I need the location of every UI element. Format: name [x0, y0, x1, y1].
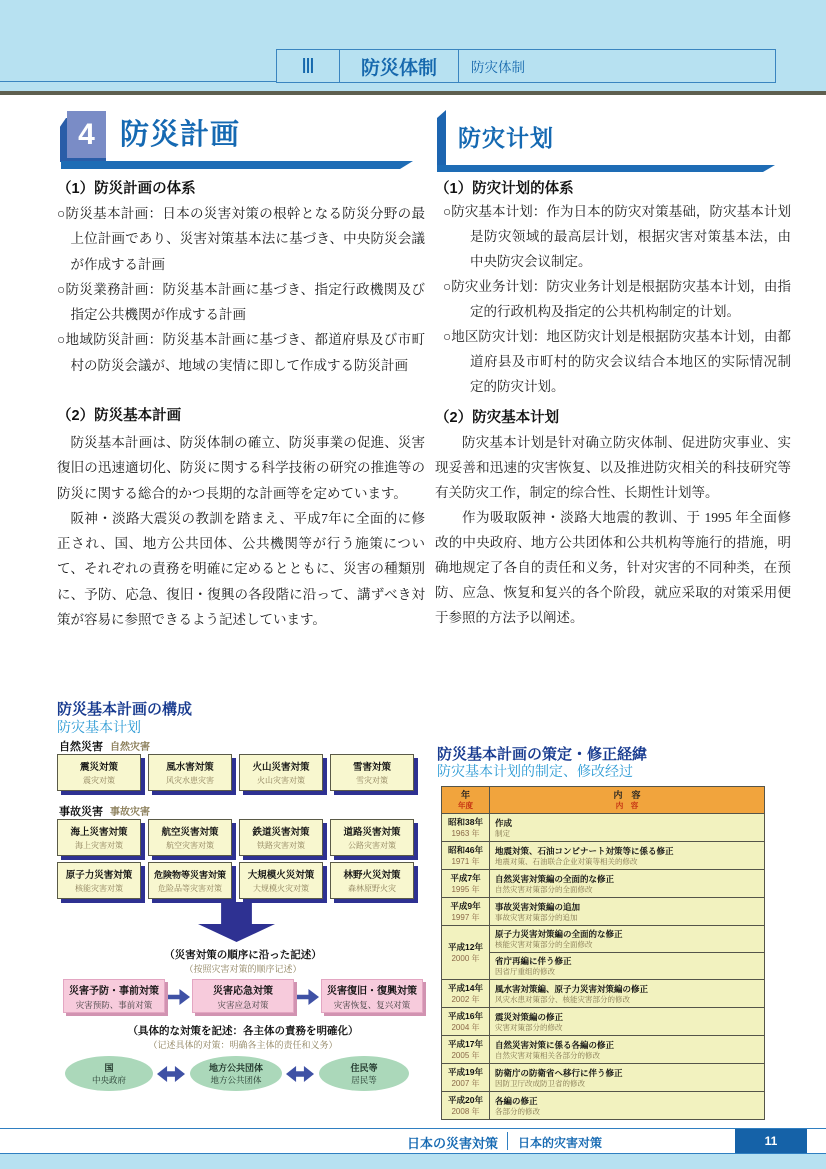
accident-disaster-box-row1	[57, 819, 414, 856]
diagram-title-ja: 防災基本計画の構成	[57, 701, 193, 718]
plan-box: 震災対策 震灾对策	[57, 754, 141, 791]
table-row: 平成17年 2005 年 自然災害対策に係る各編の修正 自然灾害对策相关各部分的修改	[442, 1036, 765, 1064]
right-s1-item: ○防灾业务计划：防灾业务计划是根据防灾基本计划，由指定的行政机构及指定的公共机构制定的计划。	[443, 279, 791, 319]
actor-ellipse-residents: 住民等 居民等	[319, 1056, 409, 1091]
accident-disaster-label	[59, 803, 150, 819]
right-s1-item: ○防灾基本计划：作为日本的防灾对策基础，防灾基本计划是防灾领域的最高层计划，根据灾害对策基本法，由中央防灾会议制定。	[443, 204, 791, 269]
plan-box: 海上災害対策 海上灾害对策	[57, 819, 141, 856]
page-bottom-band	[0, 1154, 826, 1169]
accident-disaster-label-zh: 事故灾害	[110, 807, 150, 818]
footer-divider	[507, 1132, 508, 1150]
right-arrow-icon	[297, 989, 319, 1005]
plan-box: 林野火災対策 森林原野火灾	[330, 862, 414, 899]
accident-disaster-label-ja: 事故災害	[59, 806, 103, 818]
table-title-zh: 防灾基本计划的制定、修改经过	[437, 763, 633, 779]
order-caption-zh: （按照灾害对策的顺序记述）	[184, 964, 302, 974]
order-caption	[57, 947, 429, 975]
section-title-zh: 防灾体制	[471, 60, 525, 75]
responsibility-caption	[57, 1023, 429, 1051]
accident-disaster-box-row2	[57, 862, 414, 899]
chapter-title-ja: 防災計画	[120, 119, 241, 151]
content-header: 内 容 内 容	[490, 787, 765, 814]
table-row: 平成9年 1997 年 事故災害対策編の追加 事故灾害对策部分的追加	[442, 898, 765, 926]
footer-title-zh: 日本的灾害对策	[518, 1136, 603, 1150]
phase-box-prevention: 災害予防・事前対策 灾害预防、事前对策	[63, 979, 165, 1013]
page-number: 11	[735, 1129, 807, 1153]
right-arrow-icon	[168, 989, 190, 1005]
section-title-ja: 防災体制	[340, 50, 459, 82]
diagram-title-zh: 防灾基本计划	[57, 719, 141, 735]
table-row: 省庁再編に伴う修正 因省厅重组的修改	[442, 953, 765, 980]
responsibility-caption-ja: （具体的な対策を記述：各主体の責務を明確化）	[127, 1025, 359, 1037]
down-arrow-icon	[198, 902, 275, 942]
natural-disaster-box-row	[57, 754, 414, 791]
plan-box: 大規模火災対策 大规模火灾对策	[239, 862, 323, 899]
natural-disaster-label-zh: 自然灾害	[110, 742, 150, 753]
phase-box-recovery: 災害復旧・復興対策 灾害恢复、复兴对策	[321, 979, 423, 1013]
plan-box: 道路災害対策 公路灾害对策	[330, 819, 414, 856]
chapter-title-accent-bar	[437, 110, 446, 167]
footer-bar	[0, 1128, 826, 1154]
footer-title-ja: 日本の災害対策	[406, 1136, 498, 1151]
right-s1-items	[435, 199, 791, 399]
left-s1-heading: （1）防災計画の体系	[57, 181, 196, 197]
table-row: 平成20年 2008 年 各編の修正 各部分的修改	[442, 1092, 765, 1120]
section-number-roman: Ⅲ	[277, 50, 340, 82]
page-top-rule	[0, 91, 826, 95]
table-title-ja: 防災基本計画の策定・修正経緯	[437, 746, 648, 763]
actor-ellipse-national: 国 中央政府	[65, 1056, 153, 1091]
right-s2-paragraph: 作为吸取阪神・淡路大地震的教训、于 1995 年全面修改的中央政府、地方公共团体和公共机构等施行的措施，明确地规定了各自的责任和义务，针对灾害的不同种类，在预防、应急、恢复和复兴的各个阶段，就应采取的对策采用便于参照的方法予以阐述。	[435, 510, 791, 625]
table-row: 平成14年 2002 年 風水害対策編、原子力災害対策編の修正 风灾水患对策部分、核能灾害部分的修改	[442, 980, 765, 1008]
left-s1-item: ○防災業務計画：防災基本計画に基づき、指定行政機関及び指定公共機関が作成する計画	[57, 281, 425, 323]
chapter-title-underline-left	[61, 161, 413, 169]
order-caption-ja: （災害対策の順序に沿った記述）	[164, 949, 322, 961]
table-header-row	[442, 787, 765, 814]
table-row: 平成12年 2000 年 原子力災害対策編の全面的な修正 核能灾害对策部分的全面修改	[442, 926, 765, 953]
responsibility-caption-zh: （记述具体的对策：明确各主体的责任和义务）	[148, 1040, 338, 1050]
header-rule	[0, 81, 277, 82]
chapter-title-underline-right	[437, 165, 775, 172]
basic-plan-structure-diagram	[57, 698, 429, 1098]
left-s1-items	[57, 201, 425, 378]
chapter-title-zh: 防灾计划	[458, 125, 554, 151]
phase-box-emergency: 災害応急対策 灾害应急对策	[192, 979, 294, 1013]
chapter-number: 4	[67, 111, 106, 158]
plan-box: 雪害対策 雪灾对策	[330, 754, 414, 791]
table-row: 昭和38年 1963 年 作成 制定	[442, 814, 765, 842]
double-arrow-icon	[286, 1066, 314, 1082]
table-row: 平成19年 2007 年 防衛庁の防衛省へ移行に伴う修正 因防卫厅改成防卫省的修改	[442, 1064, 765, 1092]
plan-box: 火山災害対策 火山灾害对策	[239, 754, 323, 791]
left-s2-paragraphs	[57, 430, 425, 632]
section-header-box	[276, 49, 776, 83]
natural-disaster-label-ja: 自然災害	[59, 741, 103, 753]
table-row: 平成7年 1995 年 自然災害対策編の全面的な修正 自然灾害对策部分的全面修改	[442, 870, 765, 898]
year-header: 年 年度	[442, 787, 490, 814]
plan-box: 風水害対策 风灾水患灾害	[148, 754, 232, 791]
double-arrow-icon	[157, 1066, 185, 1082]
left-s2-heading: （2）防災基本計画	[57, 408, 182, 424]
plan-box: 鉄道災害対策 铁路灾害对策	[239, 819, 323, 856]
left-s2-paragraph: 阪神・淡路大震災の教訓を踏まえ、平成7年に全面的に修正され、国、地方公共団体、公共機関等が行う施策について、それぞれの責務を明確に定めるとともに、災害の種類別に、予防、応急、復旧・復興の各段階に沿って、講ずべき対策が容易に参照できるよう記述しています。	[57, 510, 425, 628]
natural-disaster-label	[59, 738, 150, 754]
left-s2-paragraph: 防災基本計画は、防災体制の確立、防災事業の促進、災害復旧の迅速適切化、防災に関する科学技術の研究の推進等の防災に関する総合的かつ長期的な計画等を定めています。	[57, 435, 425, 501]
right-s2-paragraphs	[435, 430, 791, 630]
right-s1-item: ○地区防灾计划：地区防灾计划是根据防灾基本计划，由都道府县及市町村的防灾会议结合本地区的实际情况制定的防灾计划。	[443, 329, 791, 394]
table-row: 平成16年 2004 年 震災対策編の修正 灾害对策部分的修改	[442, 1008, 765, 1036]
right-s1-heading: （1）防灾计划的体系	[435, 181, 574, 197]
revision-history-table	[441, 786, 765, 1120]
right-s2-paragraph: 防灾基本计划是针对确立防灾体制、促进防灾事业、实现妥善和迅速的灾害恢复、以及推进防灾相关的科技研究等有关防灾工作，制定的综合性、长期性计划等。	[435, 435, 791, 500]
left-s1-item: ○防災基本計画：日本の災害対策の根幹となる防災分野の最上位計画であり、災害対策基本法に基づき、中央防災会議が作成する計画	[57, 206, 425, 272]
left-s1-item: ○地域防災計画：防災基本計画に基づき、都道府県及び市町村の防災会議が、地域の実情に即して作成する防災計画	[57, 332, 425, 373]
plan-box: 原子力災害対策 核能灾害对策	[57, 862, 141, 899]
right-s2-heading: （2）防灾基本计划	[435, 410, 560, 426]
plan-box: 危険物等災害対策 危险品等灾害对策	[148, 862, 232, 899]
table-row: 昭和46年 1971 年 地震対策、石油コンビナート対策等に係る修正 地震对策、石油联合企业对策等相关的修改	[442, 842, 765, 870]
plan-box: 航空災害対策 航空灾害对策	[148, 819, 232, 856]
actor-ellipse-local: 地方公共団体 地方公共团体	[190, 1056, 282, 1091]
